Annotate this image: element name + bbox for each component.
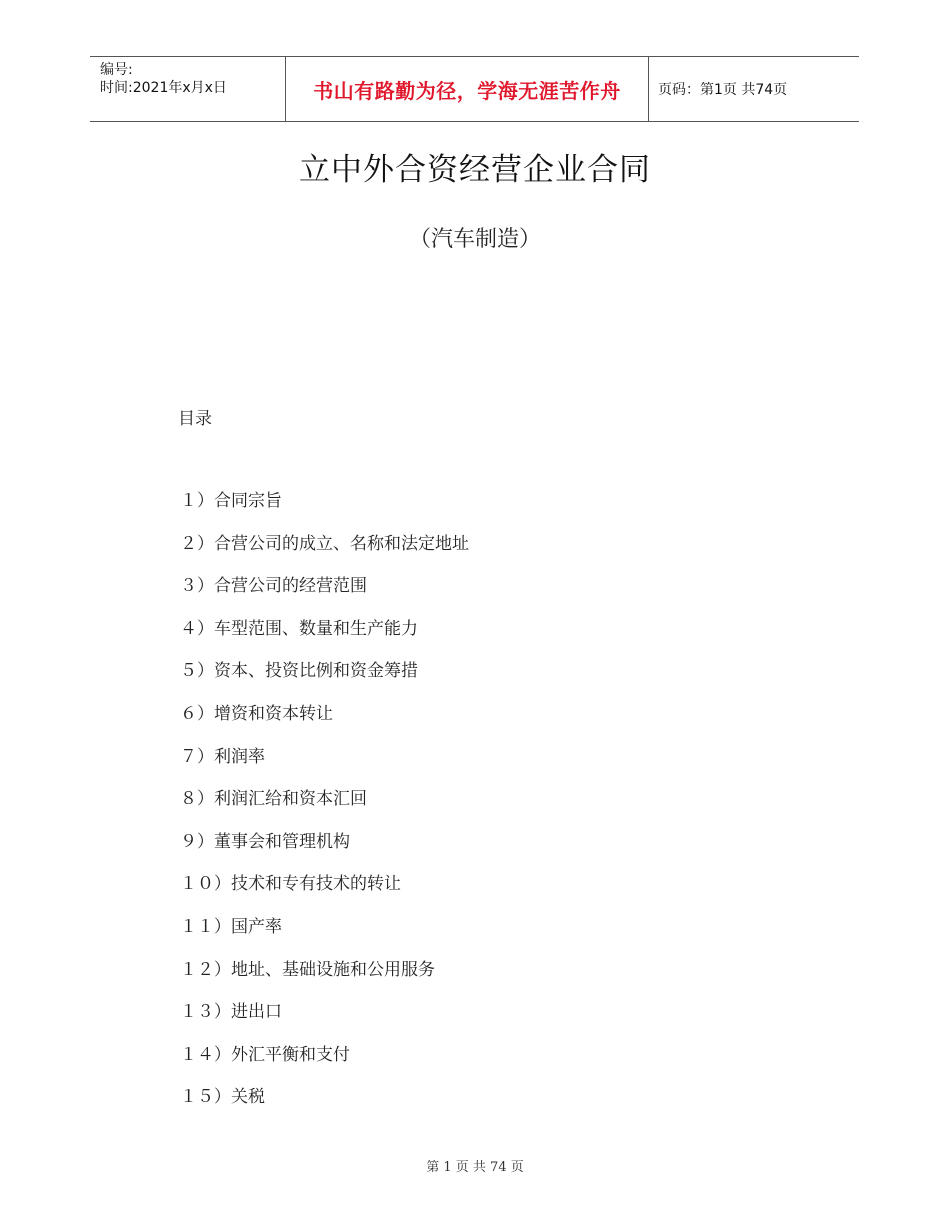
page-header — [90, 56, 859, 122]
toc-item: ９）董事会和管理机构 — [180, 831, 350, 852]
toc-item: １５）关税 — [180, 1087, 265, 1108]
toc-item: ３）合营公司的经营范围 — [180, 576, 367, 597]
toc-item: １３）进出口 — [180, 1002, 282, 1023]
toc-item: １）合同宗旨 — [180, 491, 282, 511]
document-time-label: 时间:2021年x月x日 — [100, 80, 227, 96]
toc-item: ８）利润汇给和资本汇回 — [180, 789, 367, 810]
toc-item: １２）地址、基础设施和公用服务 — [180, 959, 435, 980]
toc-item: ５）资本、投资比例和资金筹措 — [180, 661, 418, 682]
toc-item: １１）国产率 — [180, 916, 282, 937]
toc-item: ２）合营公司的成立、名称和法定地址 — [180, 533, 469, 554]
header-meta — [90, 57, 286, 121]
header-motto: 书山有路勤为径，学海无涯苦作舟 — [286, 57, 649, 121]
toc-item: ７）利润率 — [180, 746, 265, 767]
toc-item: １０）技术和专有技术的转让 — [180, 874, 401, 895]
toc-item: ６）增资和资本转让 — [180, 703, 333, 724]
toc-heading: 目录 — [178, 409, 212, 429]
page-footer: 第 1 页 共 74 页 — [426, 1160, 524, 1175]
toc-item: ４）车型范围、数量和生产能力 — [180, 618, 418, 639]
document-number-label: 编号: — [100, 62, 133, 78]
toc-list — [180, 488, 469, 1127]
document-title: 立中外合资经营企业合同 — [299, 152, 651, 188]
header-page-code: 页码：第1页 共74页 — [658, 82, 788, 98]
document-subtitle: （汽车制造） — [408, 227, 541, 252]
toc-item: １４）外汇平衡和支付 — [180, 1044, 350, 1065]
